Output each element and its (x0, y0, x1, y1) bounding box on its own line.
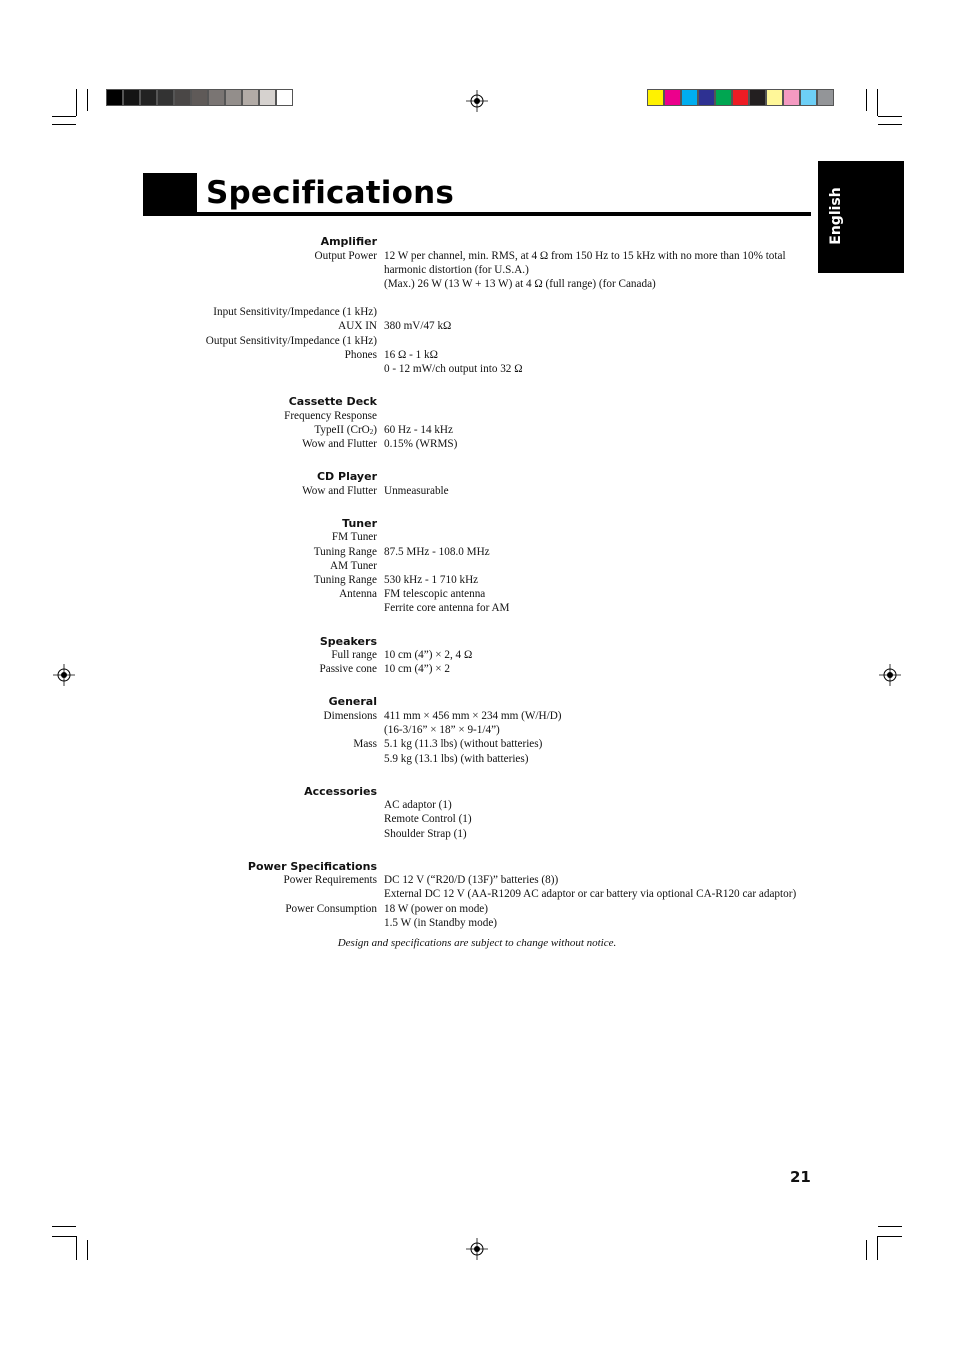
spec-label: Frequency Response (284, 409, 377, 422)
color-swatch (647, 89, 664, 106)
spec-value: External DC 12 V (AA-R1209 AC adaptor or car battery via optional CA-R120 car adaptor) (384, 888, 797, 901)
color-swatch (191, 89, 208, 106)
spec-value: FM telescopic antenna (384, 588, 486, 601)
accessory-item: Remote Control (1) (384, 813, 472, 826)
color-swatch (783, 89, 800, 106)
spec-label: Mass (353, 738, 377, 751)
color-swatch (766, 89, 783, 106)
color-swatch (817, 89, 834, 106)
amplifier-section (0, 233, 954, 376)
color-swatch (259, 89, 276, 106)
spec-value: 10 cm (4”) × 2 (384, 663, 450, 676)
spec-value: 5.9 kg (13.1 lbs) (with batteries) (384, 752, 529, 765)
color-swatch (749, 89, 766, 106)
specifications-list (0, 233, 954, 947)
spec-label: Tuning Range (313, 545, 377, 558)
spec-label: Input Sensitivity/Impedance (1 kHz) (213, 306, 377, 319)
color-swatch (157, 89, 174, 106)
color-bar (647, 89, 834, 106)
heading-block (143, 173, 197, 216)
color-swatch (140, 89, 157, 106)
accessory-item: AC adaptor (1) (384, 799, 452, 812)
spec-value: 5.1 kg (11.3 lbs) (without batteries) (384, 738, 543, 751)
spec-label: Dimensions (323, 709, 377, 722)
spec-label: FM Tuner (331, 531, 377, 544)
section-heading: Cassette Deck (288, 395, 377, 409)
spec-label: TypeII (CrO2) (314, 423, 377, 436)
spec-label: Output Power (314, 249, 377, 262)
color-swatch (106, 89, 123, 106)
color-swatch (276, 89, 293, 106)
spec-value: Ferrite core antenna for AM (384, 602, 510, 615)
spec-label: Tuning Range (313, 574, 377, 586)
spec-value: Unmeasurable (384, 484, 449, 497)
spec-value: 16 Ω - 1 kΩ (384, 348, 438, 361)
spec-value: 12 W per channel, min. RMS, at 4 Ω from 150 Hz to 15 kHz with no more than 10% total (384, 249, 786, 262)
color-swatch (225, 89, 242, 106)
spec-value: harmonic distortion (for U.S.A.) (384, 263, 529, 276)
accessory-item: Shoulder Strap (1) (384, 827, 467, 840)
spec-label: AM Tuner (330, 559, 377, 572)
spec-value: 60 Hz - 14 kHz (384, 423, 453, 436)
spec-label: Phones (344, 348, 377, 361)
power-section (0, 858, 954, 930)
color-swatch (681, 89, 698, 106)
tuner-section (0, 515, 954, 616)
color-swatch (732, 89, 749, 106)
spec-value: 411 mm × 456 mm × 234 mm (W/H/D) (384, 709, 562, 722)
spec-value: (Max.) 26 W (13 W + 13 W) at 4 Ω (full range) (for Canada) (384, 277, 656, 290)
color-swatch (715, 89, 732, 106)
spec-label: Output Sensitivity/Impedance (1 kHz) (205, 334, 377, 347)
spec-label: Power Consumption (285, 902, 377, 915)
spec-value: 1.5 W (in Standby mode) (384, 916, 498, 929)
spec-value: 10 cm (4”) × 2, 4 Ω (384, 649, 473, 662)
spec-value: 0.15% (WRMS) (384, 438, 458, 451)
spec-value: 0 - 12 mW/ch output into 32 Ω (384, 363, 523, 375)
section-heading: Tuner (342, 516, 377, 530)
page-number: 21 (790, 1168, 811, 1186)
color-swatch (123, 89, 140, 106)
spec-value: DC 12 V (“R20/D (13F)” batteries (8)) (384, 874, 559, 887)
page-title: Specifications (206, 175, 455, 211)
registration-mark-icon (466, 1238, 488, 1260)
grayscale-bar (106, 89, 293, 106)
color-swatch (242, 89, 259, 106)
color-swatch (208, 89, 225, 106)
spec-label: Passive cone (319, 663, 377, 676)
footer-note: Design and specifications are subject to change without notice. (337, 937, 617, 949)
spec-value: (16-3/16” × 18” × 9-1/4”) (384, 724, 500, 737)
section-heading: Speakers (319, 634, 377, 648)
color-swatch (174, 89, 191, 106)
section-heading: General (328, 695, 377, 709)
cd-section (0, 468, 954, 498)
spec-value: 87.5 MHz - 108.0 MHz (384, 545, 490, 558)
spec-value: 18 W (power on mode) (384, 902, 488, 915)
spec-label: Wow and Flutter (302, 484, 377, 497)
spec-label: Power Requirements (283, 874, 377, 887)
registration-mark-icon (466, 90, 488, 112)
general-section (0, 693, 954, 765)
speakers-section (0, 633, 954, 677)
spec-value: 530 kHz - 1 710 kHz (384, 574, 479, 586)
color-swatch (664, 89, 681, 106)
cassette-section (0, 393, 954, 451)
spec-label: Full range (331, 649, 377, 662)
spec-label: AUX IN (338, 320, 377, 333)
section-heading: CD Player (316, 470, 377, 484)
color-swatch (698, 89, 715, 106)
spec-label: Antenna (339, 588, 377, 601)
color-swatch (800, 89, 817, 106)
accessories-section (0, 783, 954, 841)
section-heading: Power Specifications (247, 859, 377, 873)
section-heading: Amplifier (320, 235, 377, 248)
spec-label: Wow and Flutter (302, 438, 377, 451)
section-heading: Accessories (304, 784, 377, 798)
spec-value: 380 mV/47 kΩ (384, 320, 452, 333)
